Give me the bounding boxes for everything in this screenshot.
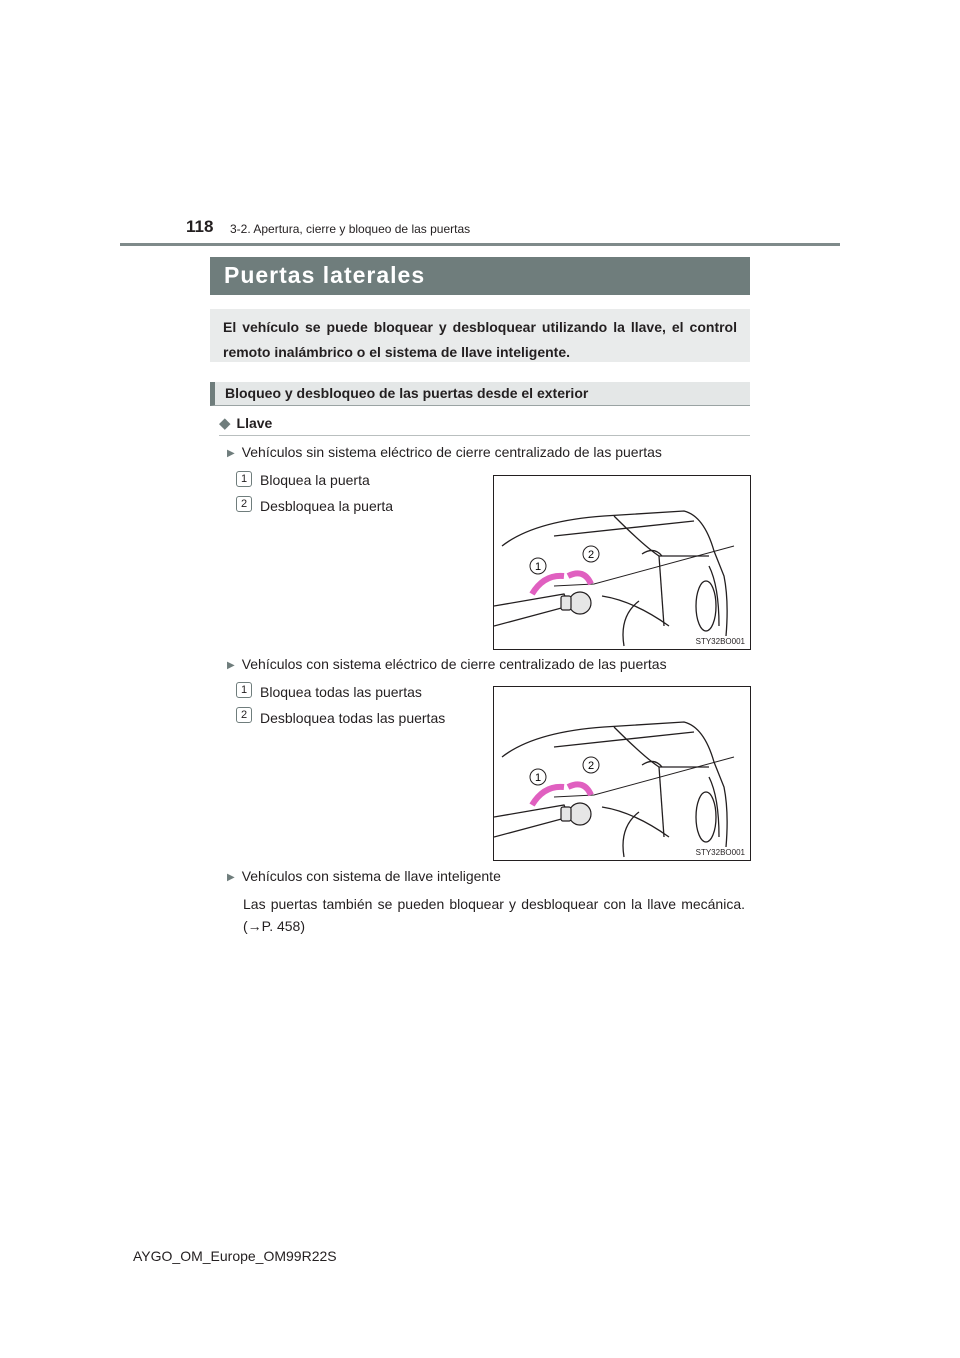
- case-3-title-text: Vehículos con sistema de llave inteligente: [241, 868, 501, 884]
- page-number: 118: [186, 217, 214, 236]
- case-3-title: [227, 868, 501, 884]
- key-heading-label: Llave: [236, 415, 273, 431]
- section-path: 3-2. Apertura, cierre y bloqueo de las puertas: [230, 222, 471, 236]
- figure-2-key-lock: [493, 686, 751, 861]
- figure-1-key-lock: [493, 475, 751, 650]
- key-heading-rule: [219, 435, 750, 436]
- svg-text:2: 2: [587, 549, 595, 561]
- case-2-item-2: Desbloquea todas las puertas: [260, 710, 446, 726]
- svg-text:1: 1: [534, 561, 542, 573]
- case-2-item-1: Bloquea todas las puertas: [260, 684, 422, 700]
- number-1-icon: 1: [236, 682, 252, 698]
- triangle-bullet-icon: ▶: [227, 872, 235, 883]
- svg-text:1: 1: [534, 772, 542, 784]
- car-door-illustration: [494, 687, 750, 860]
- diamond-bullet-icon: ◆: [219, 415, 231, 432]
- triangle-bullet-icon: ▶: [227, 448, 235, 459]
- case-2-title-text: Vehículos con sistema eléctrico de cierre centralizado de las puertas: [241, 656, 667, 672]
- triangle-bullet-icon: ▶: [227, 660, 235, 671]
- case-3-paragraph: Las puertas también se pueden bloquear y desbloquear con la llave mecánica. (→P. 458): [243, 896, 745, 934]
- number-2-icon: 2: [236, 496, 252, 512]
- case-1-item-1: Bloquea la puerta: [260, 472, 370, 488]
- footer-doc-id: AYGO_OM_Europe_OM99R22S: [133, 1248, 337, 1264]
- number-1-icon: 1: [236, 471, 252, 487]
- svg-text:2: 2: [587, 760, 595, 772]
- key-heading: [219, 414, 272, 432]
- page-title: Puertas laterales: [210, 257, 750, 295]
- figure-1-code: STY32BO001: [695, 637, 745, 646]
- case-2-title: [227, 656, 667, 672]
- number-2-icon: 2: [236, 707, 252, 723]
- car-door-illustration: [494, 476, 750, 649]
- case-1-title: [227, 444, 662, 460]
- intro-box: El vehículo se puede bloquear y desbloquear utilizando la llave, el control remoto inalámbrico o el sistema de llave inteligente.: [210, 309, 750, 362]
- case-1-title-text: Vehículos sin sistema eléctrico de cierre centralizado de las puertas: [241, 444, 662, 460]
- header-rule: [120, 243, 840, 246]
- case-1-item-2: Desbloquea la puerta: [260, 498, 394, 514]
- subsection-title: Bloqueo y desbloqueo de las puertas desde el exterior: [210, 382, 750, 406]
- figure-2-code: STY32BO001: [695, 848, 745, 857]
